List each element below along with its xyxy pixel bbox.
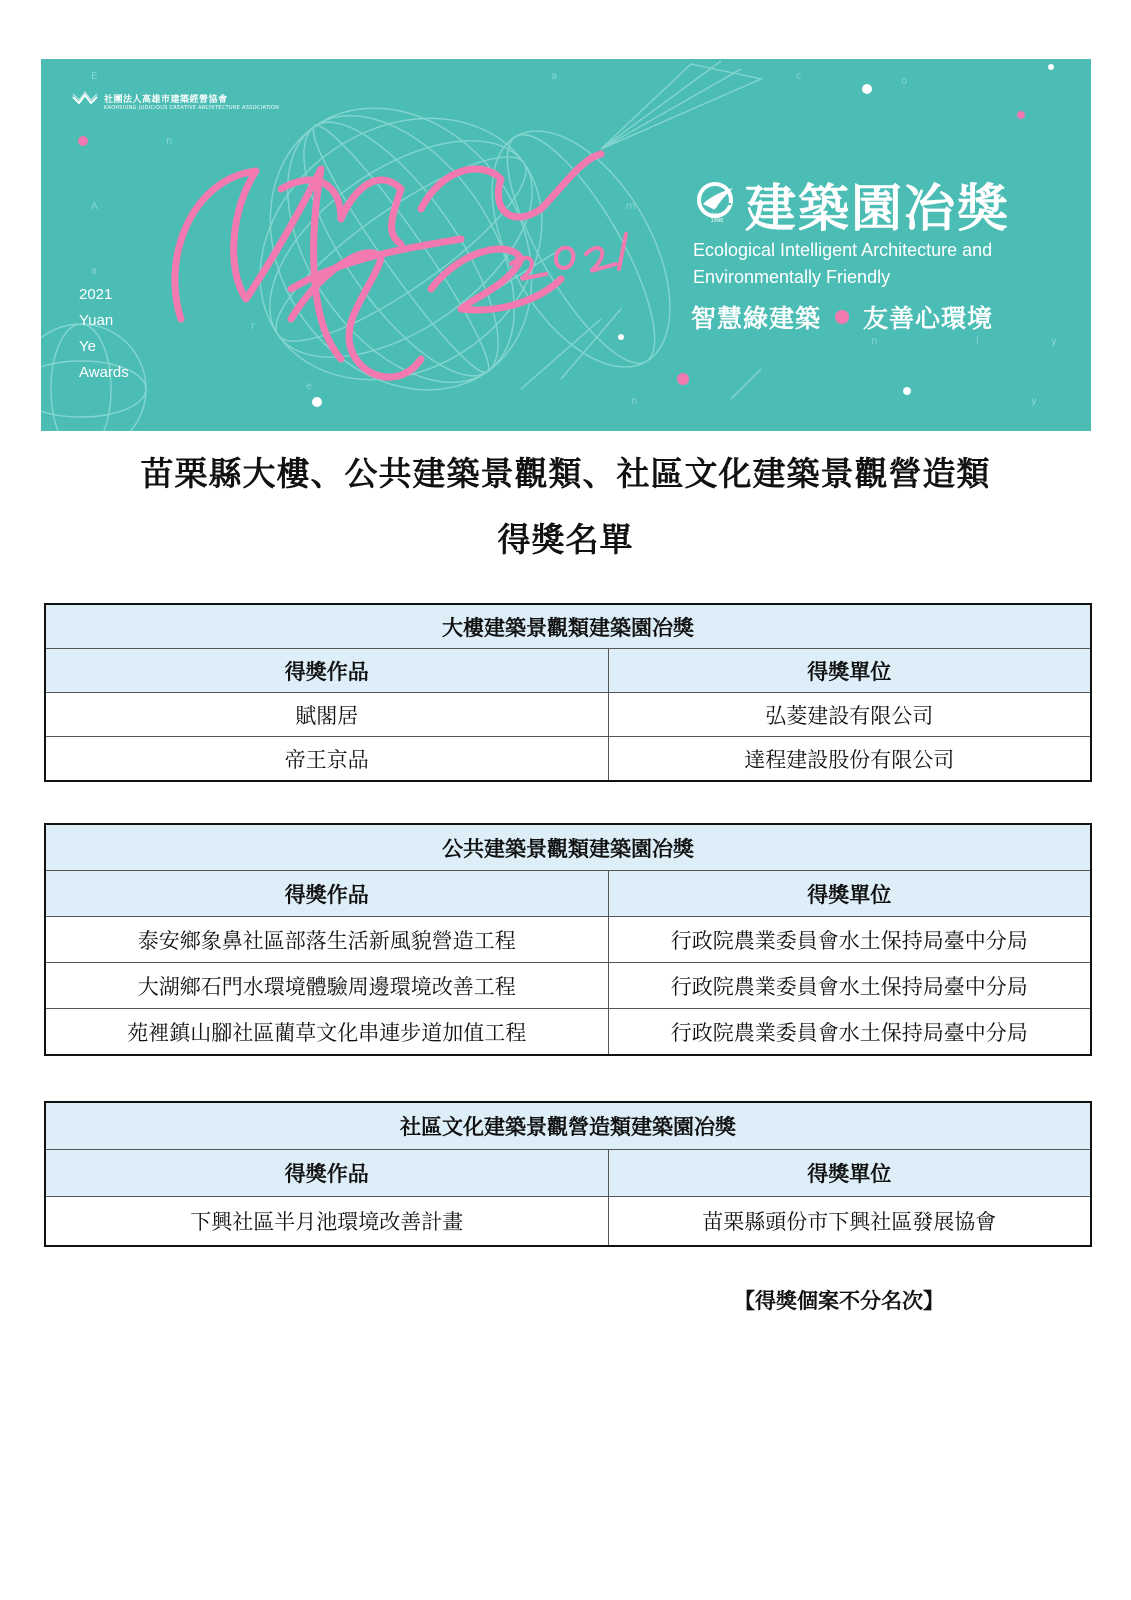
svg-text:e: e: [306, 381, 313, 392]
svg-text:l: l: [976, 336, 979, 347]
page-subtitle: 得獎名單: [497, 520, 634, 559]
table-row: [45, 1197, 1091, 1247]
award-banner: [41, 59, 1091, 431]
tagline-zh-part-2: 友善心環境: [863, 304, 994, 333]
side-line: Yuan: [79, 312, 114, 329]
tagline-zh-part-1: 智慧綠建築: [691, 304, 822, 333]
svg-text:E: E: [91, 71, 98, 82]
unit-cell: 達程建設股份有限公司: [608, 737, 1091, 782]
award-brand: [693, 167, 1010, 241]
unit-cell: 行政院農業委員會水土保持局臺中分局: [608, 1009, 1091, 1056]
award-table-public: [44, 823, 1092, 1056]
since-label: since 1996: [710, 212, 724, 224]
svg-text:A: A: [91, 201, 98, 212]
svg-text:m: m: [626, 201, 636, 212]
work-cell: 帝王京品: [45, 737, 608, 782]
column-header-unit: 得獎單位: [608, 871, 1091, 917]
svg-text:c: c: [796, 71, 802, 82]
award-name: 建築園冶獎: [745, 180, 1011, 239]
table-title: 大樓建築景觀類建築園冶獎: [45, 604, 1091, 649]
table-title: 社區文化建築景觀營造類建築園冶獎: [45, 1102, 1091, 1150]
work-cell: 賦閣居: [45, 693, 608, 737]
work-cell: 苑裡鎮山腳社區藺草文化串連步道加值工程: [45, 1009, 608, 1056]
unit-cell: 行政院農業委員會水土保持局臺中分局: [608, 963, 1091, 1009]
tagline-chinese: [691, 299, 993, 335]
award-table-community: [44, 1101, 1092, 1247]
svg-text:y: y: [1051, 336, 1057, 347]
column-header-work: 得獎作品: [45, 871, 608, 917]
banner-side-text: [79, 282, 129, 386]
svg-text:a: a: [551, 71, 558, 82]
table-row: [45, 693, 1091, 737]
unit-cell: 弘菱建設有限公司: [608, 693, 1091, 737]
column-header-work: 得獎作品: [45, 649, 608, 693]
svg-text:y: y: [1031, 396, 1037, 407]
table-title: 公共建築景觀類建築園冶獎: [45, 824, 1091, 871]
table-row: [45, 1009, 1091, 1056]
table-row: [45, 963, 1091, 1009]
ranking-note: 【得獎個案不分名次】: [734, 1289, 944, 1313]
pink-dot-icon: [835, 310, 849, 324]
organization-logo: [72, 91, 280, 111]
column-header-unit: 得獎單位: [608, 1150, 1091, 1197]
page-title: 苗栗縣大樓、公共建築景觀類、社區文化建築景觀營造類: [140, 454, 991, 493]
table-row: [45, 737, 1091, 782]
tagline-english: Ecological Intelligent Architecture and Environmentally Friendly: [693, 240, 993, 287]
svg-text:o: o: [901, 76, 908, 87]
table-row: [45, 917, 1091, 963]
svg-text:a: a: [91, 266, 98, 277]
organization-name: 社團法人高雄市建築經營協會: [104, 94, 228, 105]
column-header-work: 得獎作品: [45, 1150, 608, 1197]
unit-cell: 行政院農業委員會水土保持局臺中分局: [608, 917, 1091, 963]
work-cell: 泰安鄉象鼻社區部落生活新風貌營造工程: [45, 917, 608, 963]
organization-name-en: KAOHSIUNG JUDICIOUS CREATIVE ARCHITECTURE ASSOCIATION: [104, 105, 280, 111]
award-table-building: [44, 603, 1092, 782]
svg-text:n: n: [166, 136, 173, 147]
work-cell: 下興社區半月池環境改善計畫: [45, 1197, 608, 1247]
unit-cell: 苗栗縣頭份市下興社區發展協會: [608, 1197, 1091, 1247]
svg-text:n: n: [631, 396, 638, 407]
side-line: 2021: [79, 286, 113, 303]
association-logo-icon: [72, 91, 98, 105]
column-header-unit: 得獎單位: [608, 649, 1091, 693]
side-line: Ye: [79, 338, 96, 355]
svg-text:n: n: [871, 336, 878, 347]
side-line: Awards: [79, 364, 129, 381]
work-cell: 大湖鄉石門水環境體驗周邊環境改善工程: [45, 963, 608, 1009]
svg-text:r: r: [251, 321, 256, 332]
